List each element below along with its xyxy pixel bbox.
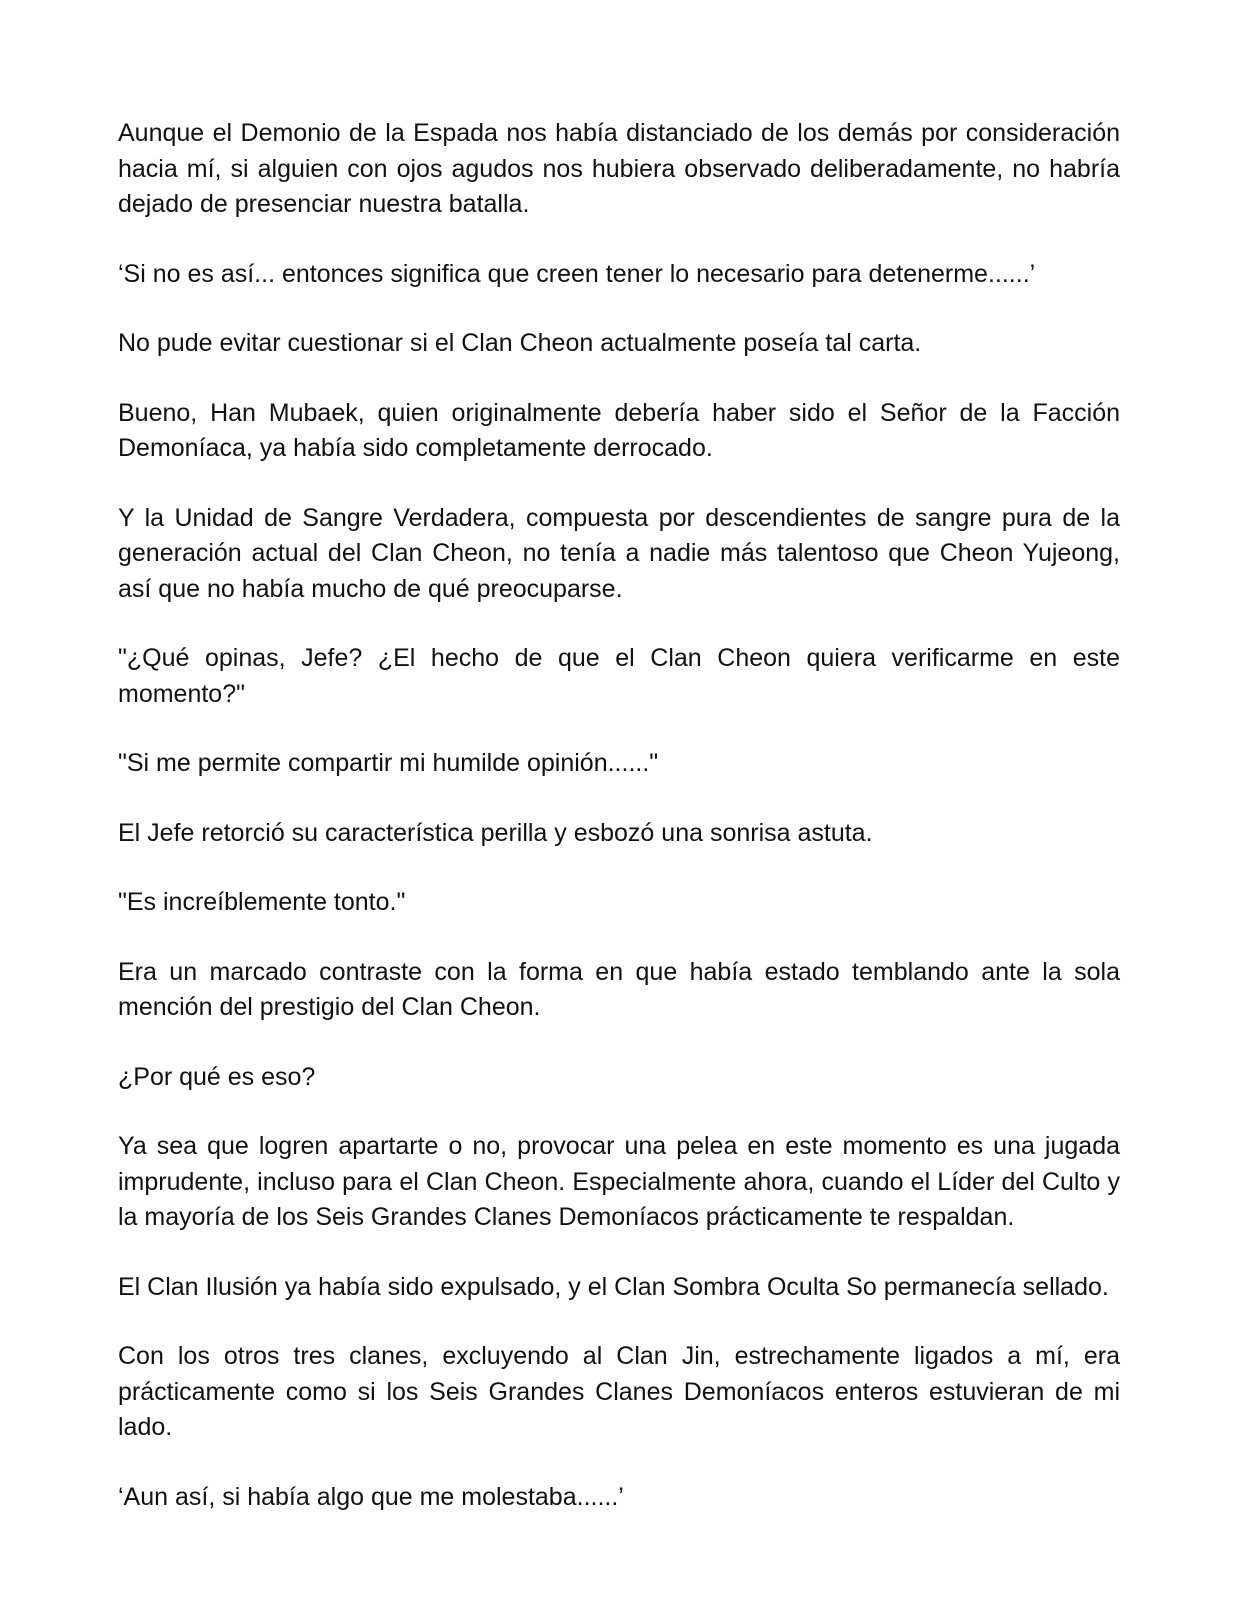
paragraph: ¿Por qué es eso? xyxy=(118,1062,316,1091)
paragraph: Ya sea que logren apartarte o no, provocar una pelea en este momento es una jugada imprudente, incluso para el Clan Cheon. Especialmente ahora, cuando el Líder del Culto y la mayoría de los Seis Grandes Clanes Demoníacos prácticamente te respaldan. xyxy=(118,1132,1120,1231)
paragraph: Con los otros tres clanes, excluyendo al Clan Jin, estrechamente ligados a mí, era prácticamente como si los Seis Grandes Clanes Demoníacos enteros estuvieran de mi lado. xyxy=(118,1342,1120,1441)
paragraph: "¿Qué opinas, Jefe? ¿El hecho de que el Clan Cheon quiera verificarme en este momento?" xyxy=(118,644,1120,708)
paragraph: Aunque el Demonio de la Espada nos había distanciado de los demás por consideración hacia mí, si alguien con ojos agudos nos hubiera observado deliberadamente, no habría dejado de presenciar nuestra batalla. xyxy=(118,119,1120,218)
paragraph: Bueno, Han Mubaek, quien originalmente debería haber sido el Señor de la Facción Demoníaca, ya había sido completamente derrocado. xyxy=(118,398,1120,462)
paragraph: Era un marcado contraste con la forma en que había estado temblando ante la sola mención del prestigio del Clan Cheon. xyxy=(118,957,1120,1021)
paragraph: "Si me permite compartir mi humilde opinión......" xyxy=(118,749,659,777)
paragraph: ‘Aun así, si había algo que me molestaba......’ xyxy=(118,1482,624,1511)
paragraph: Y la Unidad de Sangre Verdadera, compuesta por descendientes de sangre pura de la generación actual del Clan Cheon, no tenía a nadie más talentoso que Cheon Yujeong, así que no había mucho de qué preocuparse. xyxy=(118,503,1120,603)
paragraph: El Clan Ilusión ya había sido expulsado, y el Clan Sombra Oculta So permanecía sellado. xyxy=(118,1272,1109,1301)
paragraph: El Jefe retorció su característica perilla y esbozó una sonrisa astuta. xyxy=(118,818,873,847)
paragraph: No pude evitar cuestionar si el Clan Cheon actualmente poseía tal carta. xyxy=(118,329,922,357)
document-body xyxy=(118,116,1120,1549)
paragraph: ‘Si no es así... entonces significa que creen tener lo necesario para detenerme......’ xyxy=(118,259,1036,288)
paragraph: "Es increíblemente tonto." xyxy=(118,888,406,916)
